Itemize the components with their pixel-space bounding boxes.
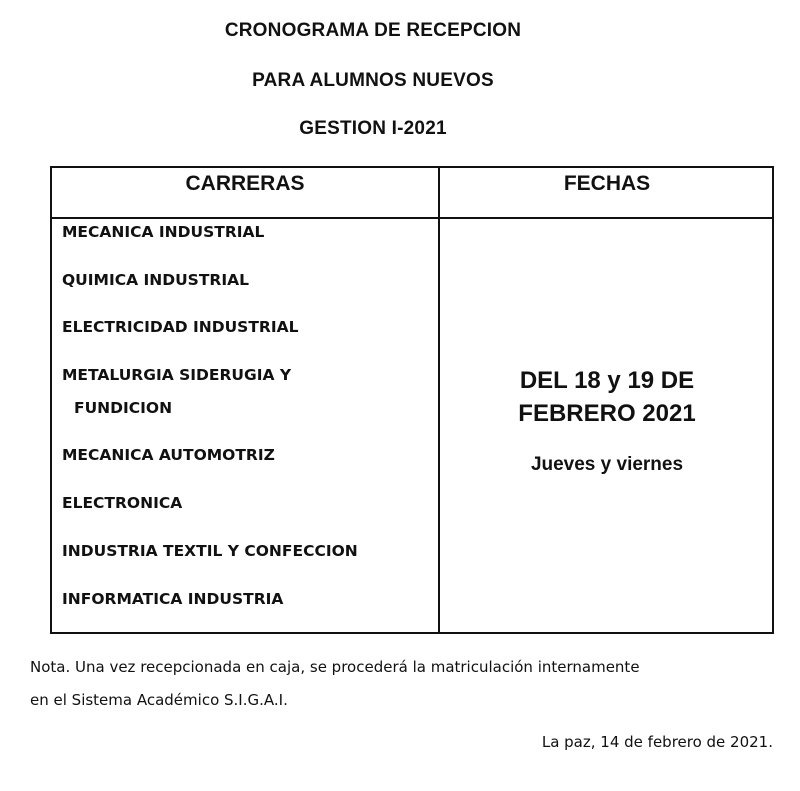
reception-dates-line2: FEBRERO 2021: [518, 400, 696, 427]
career-item: METALURGIA SIDERUGIA Y: [62, 366, 292, 384]
column-header-carreras: CARRERAS: [185, 172, 305, 195]
column-header-fechas: FECHAS: [563, 172, 651, 195]
career-item: INDUSTRIA TEXTIL Y CONFECCION: [62, 542, 358, 560]
career-item: MECANICA AUTOMOTRIZ: [62, 446, 275, 464]
document-title: CRONOGRAMA DE RECEPCION: [224, 20, 522, 41]
career-item-continuation-text: FUNDICION: [74, 399, 173, 417]
career-item: QUIMICA INDUSTRIAL: [62, 271, 249, 289]
document-subtitle: PARA ALUMNOS NUEVOS: [252, 70, 494, 91]
document-period: GESTION I-2021: [299, 118, 447, 139]
career-item: ELECTRICIDAD INDUSTRIAL: [62, 318, 299, 336]
note-line: en el Sistema Académico S.I.G.A.I.: [30, 691, 288, 709]
reception-dates-line1: DEL 18 y 19 DE: [519, 367, 695, 394]
note-paragraph: [30, 651, 780, 717]
career-item-continuation: [62, 392, 172, 425]
reception-dates: [440, 364, 774, 430]
reception-days: Jueves y viernes: [530, 454, 684, 475]
schedule-table: [50, 166, 774, 634]
note-line: Nota. Una vez recepcionada en caja, se procederá la matriculación internamente: [30, 658, 640, 676]
career-item: MECANICA INDUSTRIAL: [62, 223, 265, 241]
place-and-date: La paz, 14 de febrero de 2021.: [541, 733, 773, 751]
career-item: INFORMATICA INDUSTRIA: [62, 590, 284, 608]
career-item: ELECTRONICA: [62, 494, 183, 512]
